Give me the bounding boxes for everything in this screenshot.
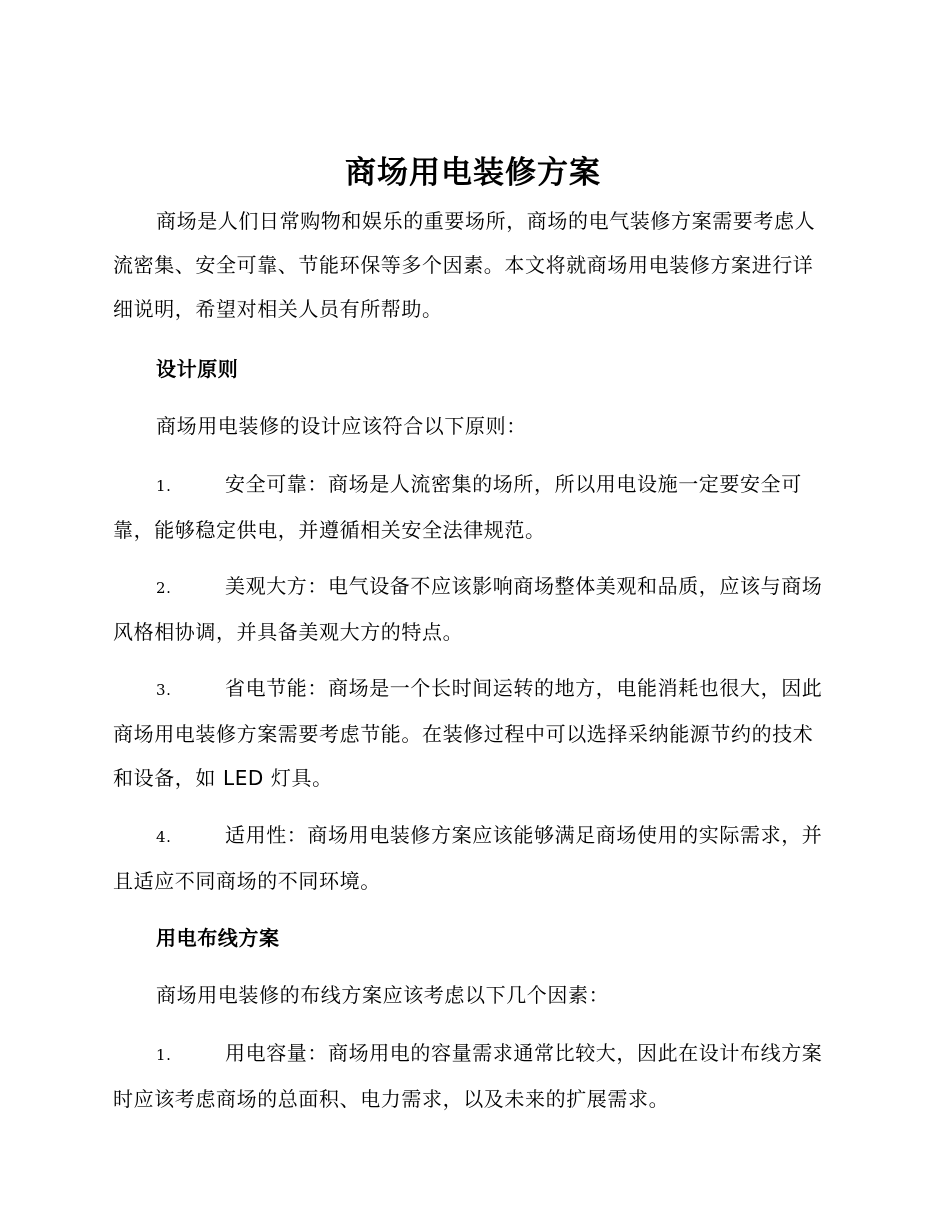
intro-paragraph: 商场是人们日常购物和娱乐的重要场所，商场的电气装修方案需要考虑人流密集、安全可靠、节能环保等多个因素。本文将就商场用电装修方案进行详细说明，希望对相关人员有所帮助。 [113, 209, 816, 321]
list-item [113, 813, 833, 903]
list-item-text: 省电节能：商场是一个长时间运转的地方，电能消耗也很大，因此商场用电装修方案需要考虑节能。在装修过程中可以选择采纳能源节约的技术和设备，如 LED 灯具。 [113, 676, 823, 790]
section-lead-paragraph: 商场用电装修的布线方案应该考虑以下几个因素： [156, 983, 610, 1007]
list-item-text: 安全可靠：商场是人流密集的场所，所以用电设施一定要安全可靠，能够稳定供电，并遵循相关安全法律规范。 [113, 472, 802, 542]
list-item-text: 用电容量：商场用电的容量需求通常比较大，因此在设计布线方案时应该考虑商场的总面积、电力需求，以及未来的扩展需求。 [113, 1041, 823, 1111]
list-item-number: 2. [156, 579, 172, 597]
list-item [113, 462, 833, 552]
list-item [113, 564, 833, 654]
list-item-number: 1. [156, 1046, 172, 1064]
section-heading-wiring-plan: 用电布线方案 [156, 926, 280, 950]
list-item-number: 1. [156, 477, 172, 495]
list-item-text: 美观大方：电气设备不应该影响商场整体美观和品质，应该与商场风格相协调，并具备美观大方的特点。 [113, 574, 823, 644]
list-item-number: 3. [156, 681, 172, 699]
document-title: 商场用电装修方案 [345, 155, 601, 191]
list-item-text: 适用性：商场用电装修方案应该能够满足商场使用的实际需求，并且适应不同商场的不同环境。 [113, 823, 823, 893]
section-lead-paragraph: 商场用电装修的设计应该符合以下原则： [156, 414, 527, 438]
section-heading-design-principles: 设计原则 [156, 357, 239, 381]
list-item [113, 666, 833, 800]
list-item [113, 1031, 833, 1121]
list-item-number: 4. [156, 828, 172, 846]
